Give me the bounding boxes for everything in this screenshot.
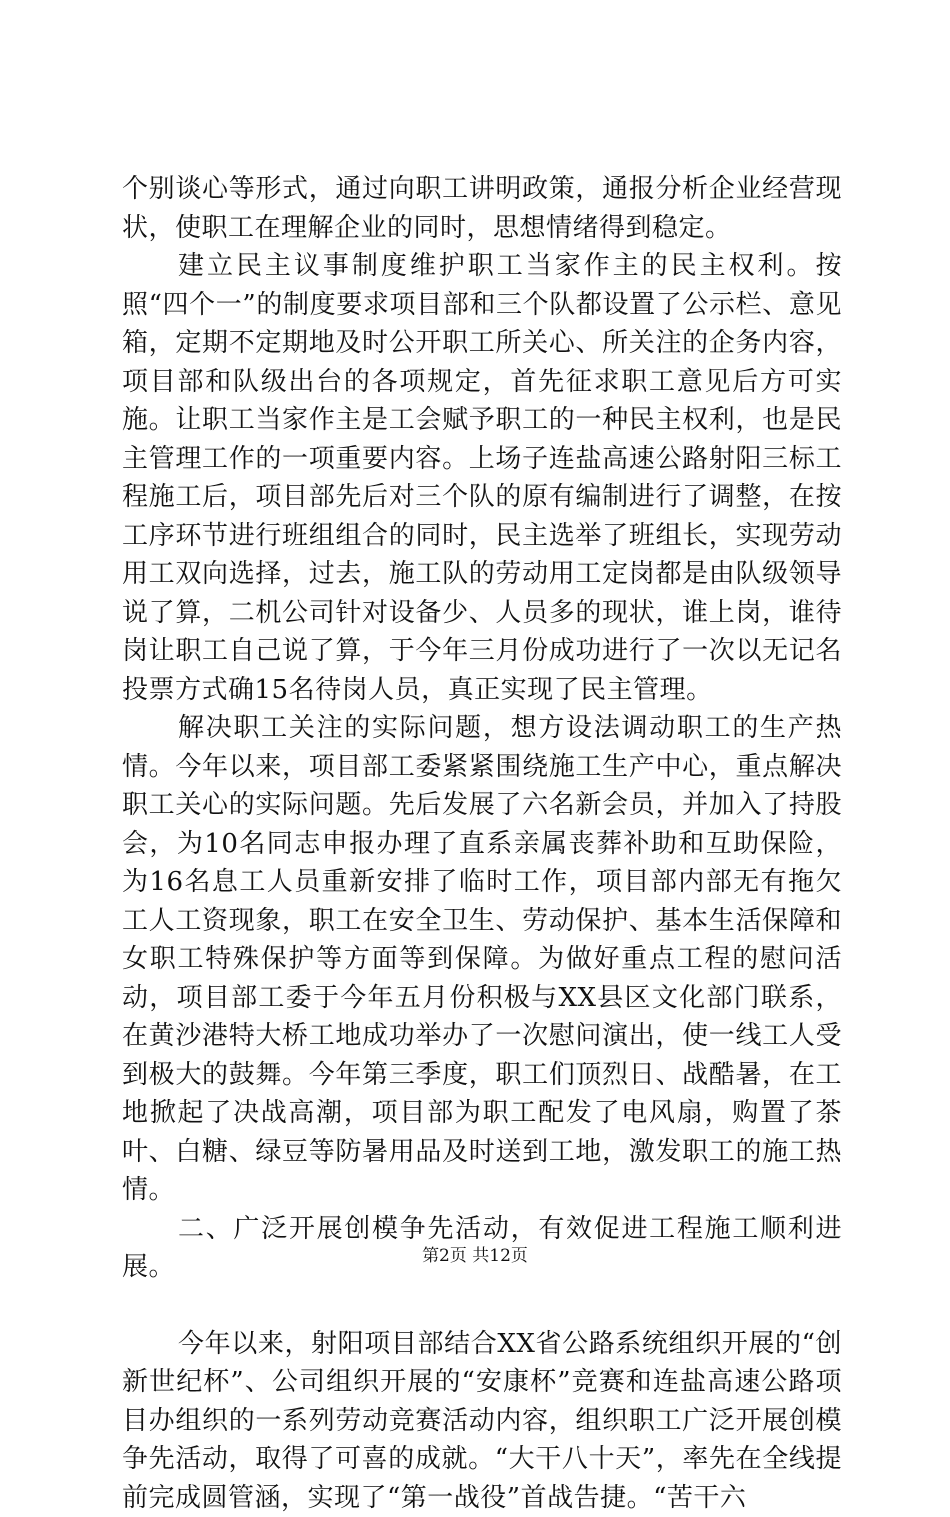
- paragraph-practical-issues: 解决职工关注的实际问题，想方设法调动职工的生产热情。今年以来，项目部工委紧紧围绕施工生产中心，重点解决职工关心的实际问题。先后发展了六名新会员，并加入了持股会，为10名同志申报办理了直系亲属丧葬补助和互助保险，为16名息工人员重新安排了临时工作，项目部内部无有拖欠工人工资现象，职工在安全卫生、劳动保护、基本生活保障和女职工特殊保护等方面等到保障。为做好重点工程的慰问活动，项目部工委于今年五月份积极与XX县区文化部门联系，在黄沙港特大桥工地成功举办了一次慰问演出，使一线工人受到极大的鼓舞。今年第三季度，职工们顶烈日、战酷暑，在工地掀起了决战高潮，项目部为职工配发了电风扇，购置了茶叶、白糖、绿豆等防暑用品及时送到工地，激发职工的施工热情。: [122, 709, 842, 1210]
- section-heading: 二、广泛开展创模争先活动，有效促进工程施工顺利进展。: [122, 1210, 842, 1287]
- paragraph-intro: 个别谈心等形式，通过向职工讲明政策，通报分析企业经营现状，使职工在理解企业的同时，思想情绪得到稳定。: [122, 170, 842, 247]
- page-number-footer: 第2页 共12页: [0, 1246, 950, 1266]
- paragraph-spacer: [122, 1287, 842, 1325]
- paragraph-democratic-system: 建立民主议事制度维护职工当家作主的民主权利。按照“四个一”的制度要求项目部和三个队都设置了公示栏、意见箱，定期不定期地及时公开职工所关心、所关注的企务内容，项目部和队级出台的各项规定，首先征求职工意见后方可实施。让职工当家作主是工会赋予职工的一种民主权利，也是民主管理工作的一项重要内容。上场子连盐高速公路射阳三标工程施工后，项目部先后对三个队的原有编制进行了调整，在按工序环节进行班组组合的同时，民主选举了班组长，实现劳动用工双向选择，过去，施工队的劳动用工定岗都是由队级领导说了算，二机公司针对设备少、人员多的现状，谁上岗，谁待岗让职工自己说了算，于今年三月份成功进行了一次以无记名投票方式确15名待岗人员，真正实现了民主管理。: [122, 247, 842, 709]
- paragraph-competition: 今年以来，射阳项目部结合XX省公路系统组织开展的“创新世纪杯”、公司组织开展的“安康杯”竞赛和连盐高速公路项目办组织的一系列劳动竞赛活动内容，组织职工广泛开展创模争先活动，取得了可喜的成就。“大干八十天”，率先在全线提前完成圆管涵，实现了“第一战役”首战告捷。“苦干六: [122, 1325, 842, 1517]
- document-body: [122, 170, 842, 1517]
